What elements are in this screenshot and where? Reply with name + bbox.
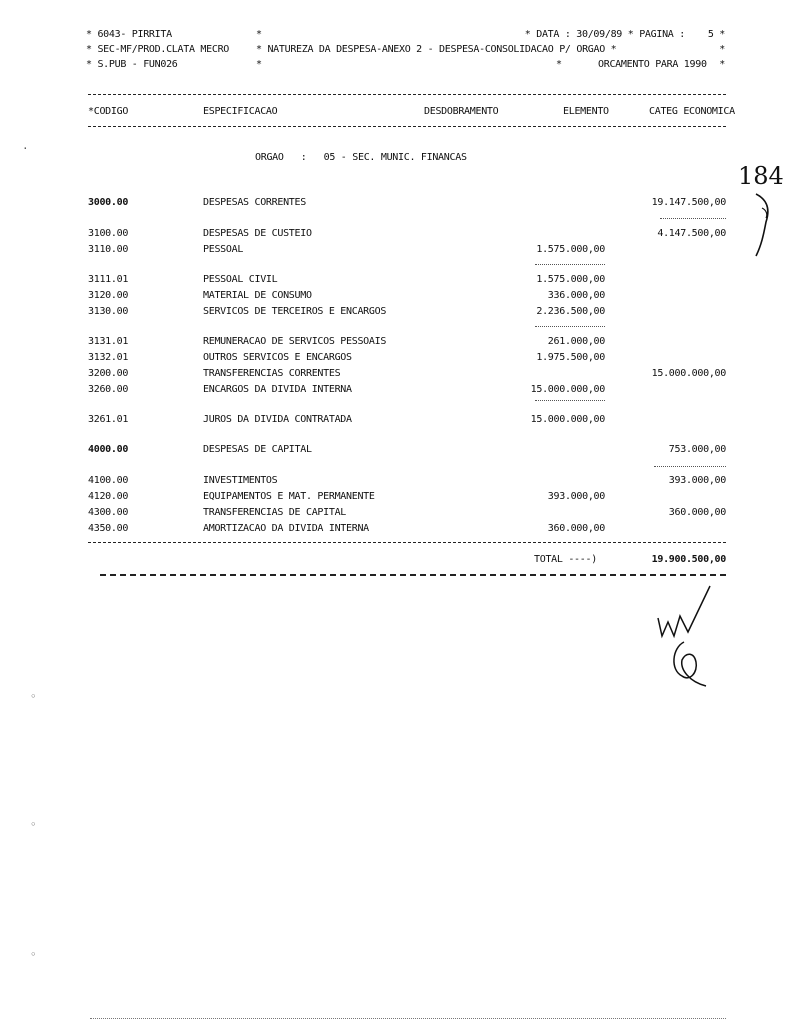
row-code: 3260.00	[88, 384, 129, 395]
row-code: 3261.01	[88, 414, 129, 425]
row-elemento: 1.975.500,00	[536, 352, 605, 363]
row-elemento: 2.236.500,00	[536, 306, 605, 317]
orgao-line: ORGAO : 05 - SEC. MUNIC. FINANCAS	[255, 152, 467, 163]
row-description: MATERIAL DE CONSUMO	[203, 290, 312, 301]
handwritten-bracket-mark	[750, 188, 780, 260]
row-description: OUTROS SERVICOS E ENCARGOS	[203, 352, 352, 363]
handwritten-page-number: 184	[738, 162, 784, 190]
row-code: 3131.01	[88, 336, 129, 347]
subtotal-rule-elem-3	[535, 400, 605, 401]
row-code: 4120.00	[88, 491, 129, 502]
column-desdobramento: DESDOBRAMENTO	[424, 106, 499, 117]
row-categ-economica: 753.000,00	[668, 444, 726, 455]
row-description: JUROS DA DIVIDA CONTRATADA	[203, 414, 352, 425]
row-categ-economica: 393.000,00	[668, 475, 726, 486]
row-code: 3111.01	[88, 274, 129, 285]
column-codigo: *CODIGO	[88, 106, 129, 117]
row-categ-economica: 4.147.500,00	[657, 228, 726, 239]
header-line2-right-star: *	[719, 44, 725, 55]
column-header-bottom-rule	[88, 126, 726, 127]
row-code: 3200.00	[88, 368, 129, 379]
row-code: 4100.00	[88, 475, 129, 486]
row-description: INVESTIMENTOS	[203, 475, 278, 486]
header-line1-left: * 6043- PIRRITA	[86, 29, 172, 40]
header-star-1: *	[256, 29, 262, 40]
subtotal-rule-elem-2	[535, 326, 605, 327]
page-bottom-edge	[90, 1018, 726, 1019]
row-description: DESPESAS DE CUSTEIO	[203, 228, 312, 239]
scan-speck: ◦	[30, 818, 37, 831]
row-elemento: 1.575.000,00	[536, 244, 605, 255]
signature-initials	[650, 578, 720, 698]
row-description: TRANSFERENCIAS CORRENTES	[203, 368, 341, 379]
date-page: * DATA : 30/09/89 * PAGINA : 5 *	[524, 29, 725, 40]
header-star-3: *	[256, 59, 262, 70]
row-categ-economica: 19.147.500,00	[651, 197, 726, 208]
row-code: 3100.00	[88, 228, 129, 239]
column-especificacao: ESPECIFICACAO	[203, 106, 278, 117]
column-header-top-rule	[88, 94, 726, 95]
subtotal-rule-categ-1	[660, 218, 726, 219]
row-description: PESSOAL CIVIL	[203, 274, 278, 285]
row-code: 3000.00	[88, 197, 129, 208]
column-elemento: ELEMENTO	[563, 106, 609, 117]
report-title: * NATUREZA DA DESPESA-ANEXO 2 - DESPESA-CONSOLIDACAO P/ ORGAO *	[256, 44, 617, 55]
row-description: ENCARGOS DA DIVIDA INTERNA	[203, 384, 352, 395]
subtotal-rule-categ-2	[654, 466, 726, 467]
row-description: EQUIPAMENTOS E MAT. PERMANENTE	[203, 491, 375, 502]
header-line3-left: * S.PUB - FUN026	[86, 59, 178, 70]
total-bottom-rule	[100, 574, 726, 576]
row-description: REMUNERACAO DE SERVICOS PESSOAIS	[203, 336, 387, 347]
row-elemento: 261.000,00	[547, 336, 605, 347]
row-description: PESSOAL	[203, 244, 244, 255]
row-elemento: 393.000,00	[547, 491, 605, 502]
row-code: 3120.00	[88, 290, 129, 301]
row-description: DESPESAS CORRENTES	[203, 197, 306, 208]
budget-year: ORCAMENTO PARA 1990	[598, 59, 707, 70]
row-code: 4300.00	[88, 507, 129, 518]
row-description: AMORTIZACAO DA DIVIDA INTERNA	[203, 523, 369, 534]
scan-speck: ◦	[30, 948, 37, 961]
row-elemento: 360.000,00	[547, 523, 605, 534]
row-elemento: 1.575.000,00	[536, 274, 605, 285]
total-top-rule	[88, 542, 726, 543]
row-code: 3132.01	[88, 352, 129, 363]
row-code: 3130.00	[88, 306, 129, 317]
header-star-budget: *	[556, 59, 562, 70]
row-description: TRANSFERENCIAS DE CAPITAL	[203, 507, 347, 518]
column-categ-economica: CATEG ECONOMICA	[649, 106, 735, 117]
header-line2-left: * SEC-MF/PROD.CLATA MECRO	[86, 44, 230, 55]
row-elemento: 15.000.000,00	[530, 384, 605, 395]
row-categ-economica: 360.000,00	[668, 507, 726, 518]
header-line3-right-star: *	[719, 59, 725, 70]
subtotal-rule-elem-1	[535, 264, 605, 265]
scan-speck: ·	[22, 142, 29, 155]
row-categ-economica: 15.000.000,00	[651, 368, 726, 379]
row-elemento: 336.000,00	[547, 290, 605, 301]
total-value: 19.900.500,00	[651, 554, 726, 565]
row-elemento: 15.000.000,00	[530, 414, 605, 425]
row-description: SERVICOS DE TERCEIROS E ENCARGOS	[203, 306, 387, 317]
scan-speck: ◦	[30, 690, 37, 703]
row-description: DESPESAS DE CAPITAL	[203, 444, 312, 455]
total-label: TOTAL ----)	[534, 554, 597, 565]
row-code: 3110.00	[88, 244, 129, 255]
row-code: 4350.00	[88, 523, 129, 534]
row-code: 4000.00	[88, 444, 129, 455]
